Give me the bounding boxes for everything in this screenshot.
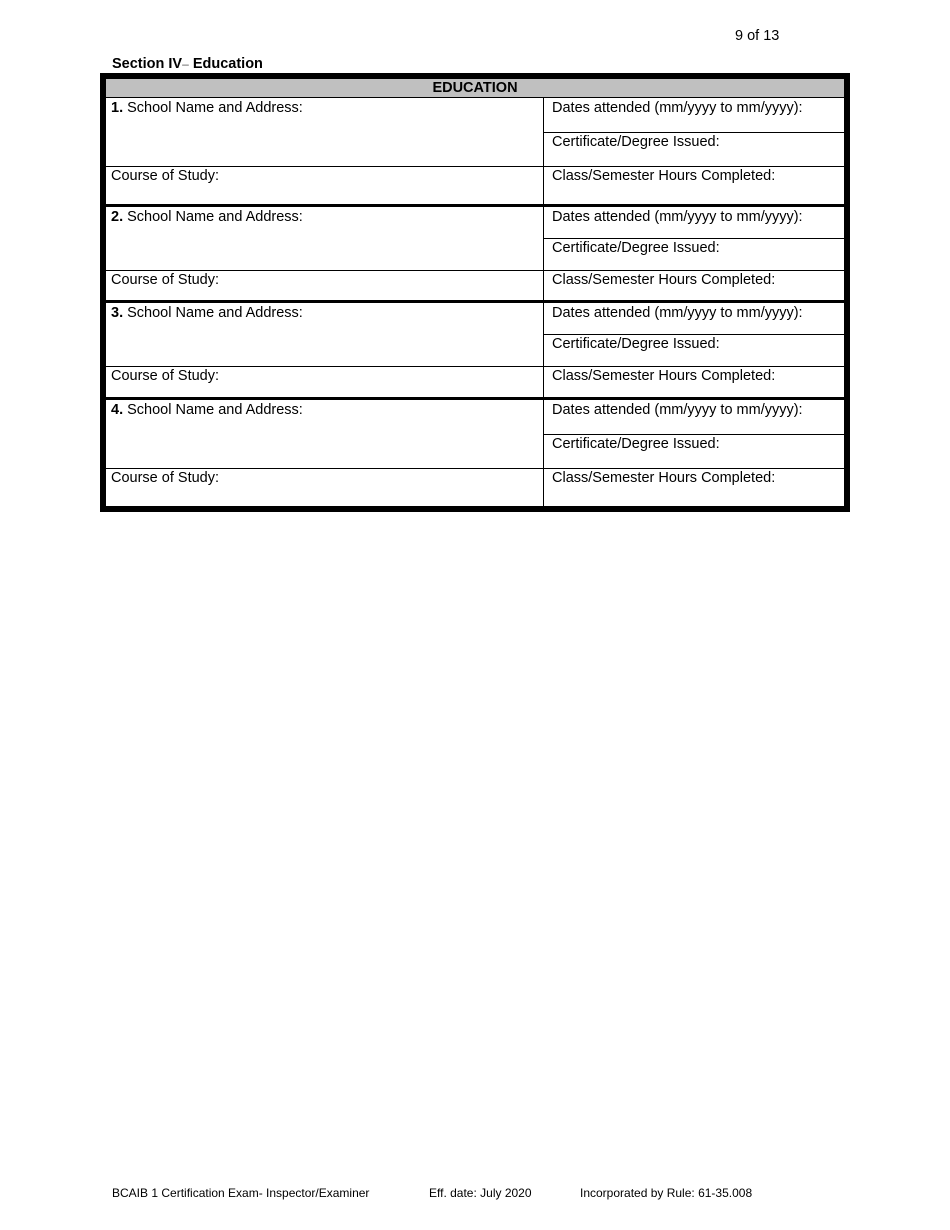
- certificate-field-2[interactable]: [544, 238, 844, 270]
- course-of-study-label: Course of Study:: [111, 272, 219, 288]
- education-entry-2: [106, 204, 844, 301]
- course-of-study-label: Course of Study:: [111, 368, 219, 384]
- course-of-study-label: Course of Study:: [111, 168, 219, 184]
- footer-rule: Incorporated by Rule: 61-35.008: [580, 1186, 753, 1200]
- dates-attended-field-1[interactable]: [544, 98, 844, 132]
- hours-completed-label: Class/Semester Hours Completed:: [552, 470, 776, 486]
- education-entry-3: [106, 300, 844, 397]
- dates-attended-label: Dates attended (mm/yyyy to mm/yyyy):: [552, 402, 803, 418]
- school-name-address-field-4[interactable]: [106, 400, 544, 468]
- page-number: 9 of 13: [735, 28, 780, 44]
- course-of-study-label: Course of Study:: [111, 470, 219, 486]
- entry-number: 4.: [111, 402, 124, 418]
- hours-completed-field-2[interactable]: [544, 270, 844, 301]
- education-entry-4: [106, 397, 844, 506]
- section-label: Section IV: [112, 56, 183, 72]
- dates-attended-field-2[interactable]: [544, 207, 844, 238]
- section-title: [112, 56, 263, 72]
- education-table-header: EDUCATION: [106, 79, 844, 98]
- school-name-label: School Name and Address:: [127, 209, 303, 225]
- hours-completed-field-1[interactable]: [544, 166, 844, 204]
- entry-number: 3.: [111, 305, 124, 321]
- school-name-label: School Name and Address:: [127, 402, 303, 418]
- section-subtitle: Education: [192, 56, 263, 72]
- hours-completed-field-4[interactable]: [544, 468, 844, 506]
- section-dash: –: [182, 57, 189, 71]
- education-table-inner-border: [104, 77, 846, 508]
- footer-form-name: BCAIB 1 Certification Exam- Inspector/Examiner: [112, 1186, 370, 1200]
- course-of-study-field-2[interactable]: [106, 270, 544, 301]
- course-of-study-field-1[interactable]: [106, 166, 544, 204]
- education-table-frame: [100, 73, 850, 512]
- hours-completed-label: Class/Semester Hours Completed:: [552, 272, 776, 288]
- course-of-study-field-3[interactable]: [106, 366, 544, 397]
- school-name-address-field-2[interactable]: [106, 207, 544, 270]
- dates-attended-label: Dates attended (mm/yyyy to mm/yyyy):: [552, 305, 803, 321]
- school-name-address-field-1[interactable]: [106, 98, 544, 166]
- entry-number: 1.: [111, 100, 124, 116]
- certificate-label: Certificate/Degree Issued:: [552, 240, 720, 256]
- hours-completed-label: Class/Semester Hours Completed:: [552, 168, 776, 184]
- dates-attended-label: Dates attended (mm/yyyy to mm/yyyy):: [552, 100, 803, 116]
- certificate-field-3[interactable]: [544, 334, 844, 366]
- certificate-label: Certificate/Degree Issued:: [552, 436, 720, 452]
- dates-attended-field-3[interactable]: [544, 303, 844, 334]
- certificate-field-4[interactable]: [544, 434, 844, 468]
- hours-completed-label: Class/Semester Hours Completed:: [552, 368, 776, 384]
- footer-effective-date: Eff. date: July 2020: [429, 1186, 532, 1200]
- education-table: [106, 79, 844, 506]
- certificate-label: Certificate/Degree Issued:: [552, 134, 720, 150]
- hours-completed-field-3[interactable]: [544, 366, 844, 397]
- entry-number: 2.: [111, 209, 124, 225]
- education-entry-1: [106, 98, 844, 206]
- course-of-study-field-4[interactable]: [106, 468, 544, 506]
- dates-attended-label: Dates attended (mm/yyyy to mm/yyyy):: [552, 209, 803, 225]
- school-name-label: School Name and Address:: [127, 100, 303, 116]
- school-name-label: School Name and Address:: [127, 305, 303, 321]
- certificate-field-1[interactable]: [544, 132, 844, 166]
- dates-attended-field-4[interactable]: [544, 400, 844, 434]
- certificate-label: Certificate/Degree Issued:: [552, 336, 720, 352]
- school-name-address-field-3[interactable]: [106, 303, 544, 366]
